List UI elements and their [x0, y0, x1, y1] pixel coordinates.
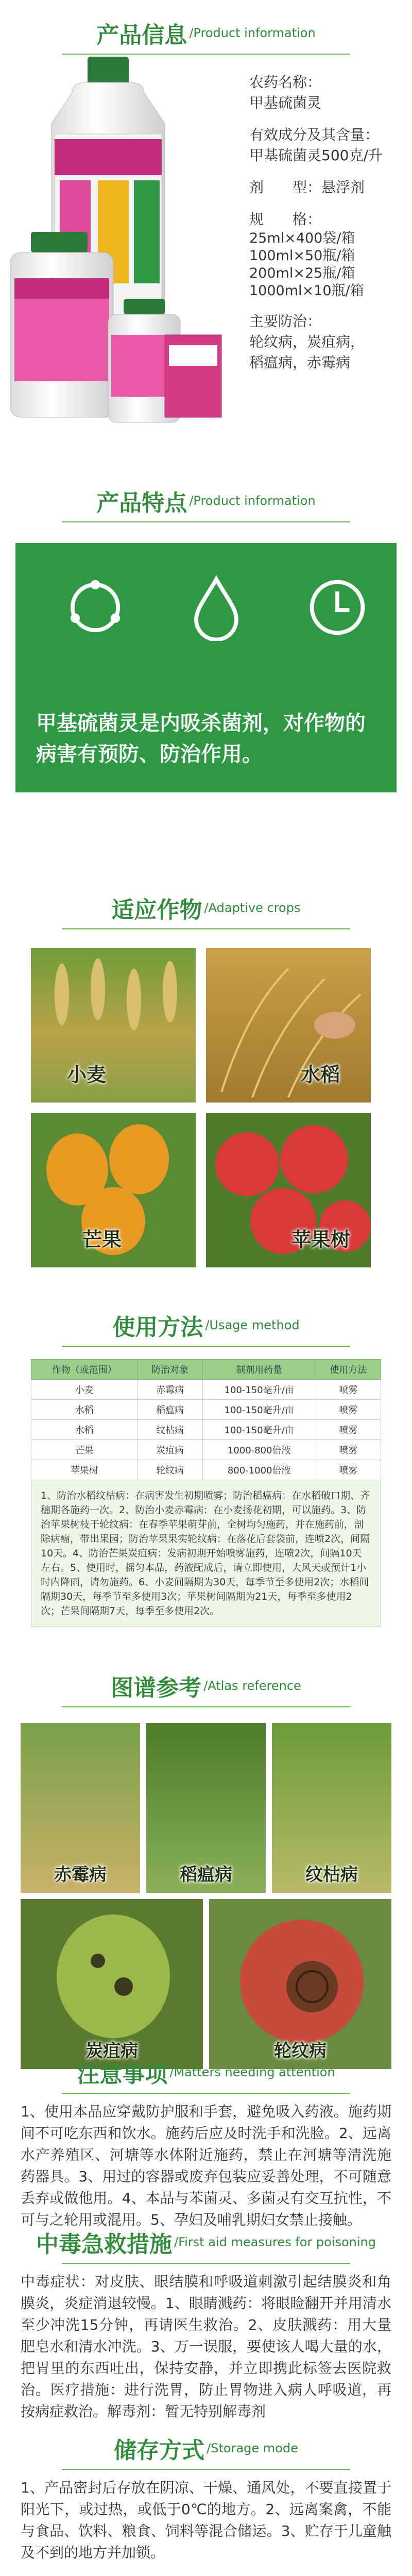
header-underline	[62, 1346, 350, 1347]
section-title: 注意事项	[77, 2061, 168, 2088]
section-subtitle: /Product information	[189, 26, 316, 40]
ingredient-label: 有效成分及其含量：	[249, 126, 380, 143]
cycle-arrows-icon	[62, 574, 129, 641]
atlas-label: 炭疽病	[85, 2041, 138, 2061]
table-cell: 800-1000倍液	[202, 1460, 316, 1480]
crop-label: 芒果	[82, 1228, 122, 1251]
water-drop-icon	[183, 574, 250, 641]
usage-notes: 1、防治水稻纹枯病：在病害发生初期喷雾；防治稻瘟病：在水稻破口期、齐穗期各施药一次。2、防治小麦赤霉病：在小麦扬花初期，可以施药。3、防治苹果树枝干轮纹病：在春季苹果萌芽前，全树均匀施药，并在施药前，剖除病瘤，带出果园；防治苹果果实轮纹病：在落花后套袋前，连喷2次，间隔10天。4、防治芒果炭疽病：发病初期开始喷雾施药，连喷2次，间隔10天左右。5、使用时，摇匀本品，药液配成后，请立即使用，大风天或预计1小时内降雨，请勿施药。6、小麦间隔期为30天，每季节至多使用2次；水稻间隔期30天，每季节至多使用3次；苹果树间隔期为21天，每季至多使用2次；芒果间隔期7天，每季至多使用2次。	[31, 1480, 381, 1627]
spec-item: 100ml×50瓶/箱	[249, 248, 355, 264]
product-bottles-image	[10, 57, 237, 428]
header-underline	[62, 54, 350, 55]
table-cell: 水稻	[31, 1420, 138, 1440]
section-header	[0, 484, 412, 517]
header-underline	[62, 2093, 350, 2094]
section-header	[0, 1309, 412, 1342]
atlas-label: 稻瘟病	[180, 1865, 232, 1885]
section-title: 适应作物	[111, 897, 202, 923]
section-subtitle: /First aid measures for poisoning	[174, 2235, 376, 2249]
spec-list	[249, 230, 409, 300]
section-header	[0, 2226, 412, 2259]
precautions-section	[0, 2056, 412, 2231]
table-cell: 100-150毫升/亩	[202, 1380, 316, 1400]
header-underline	[62, 928, 350, 929]
product-features-section	[0, 464, 412, 792]
section-header	[0, 2056, 412, 2089]
table-cell: 赤霉病	[138, 1380, 202, 1400]
feature-description: 甲基硫菌灵是内吸杀菌剂，对作物的病害有预防、防治作用。	[15, 687, 397, 792]
table-cell: 稻瘟病	[138, 1400, 202, 1420]
atlas-tile-ring-rot	[209, 1899, 391, 2069]
section-subtitle: /Atlas reference	[203, 1679, 301, 1693]
header-underline	[62, 2469, 350, 2470]
section-title: 使用方法	[112, 1314, 203, 1341]
table-cell: 水稻	[31, 1400, 138, 1420]
storage-section	[0, 2432, 412, 2564]
atlas-label: 轮纹病	[274, 2041, 327, 2061]
table-cell: 1000-800倍液	[202, 1440, 316, 1460]
table-cell: 喷雾	[316, 1420, 381, 1440]
section-title: 图谱参考	[111, 1675, 202, 1701]
table-header-row	[31, 1360, 381, 1380]
formulation: 剂 型：悬浮剂	[249, 179, 365, 196]
table-cell: 喷雾	[316, 1460, 381, 1480]
target-label: 主要防治：	[249, 313, 322, 330]
name-label: 农药名称：	[249, 74, 322, 91]
table-cell: 苹果树	[31, 1460, 138, 1480]
header-underline	[62, 2263, 350, 2264]
atlas-tile-scab	[21, 1723, 140, 1893]
section-subtitle: /Adaptive crops	[204, 901, 301, 915]
spec-item: 1000ml×10瓶/箱	[249, 283, 364, 299]
rice-image	[206, 948, 371, 1103]
table-cell: 纹枯病	[138, 1420, 202, 1440]
table-row	[31, 1380, 381, 1400]
storage-text: 1、产品密封后存放在阴凉、干燥、通风处，不要直接置于阳光下，或过热，或低于0℃的地方。2、远离案禽，不能与食品、饮料、粮食、饲料等混合储运。3、贮存于儿童触及不到的地方并加锁。	[21, 2479, 391, 2561]
section-header	[0, 1669, 412, 1702]
ingredient-value: 甲基硫菌灵500克/升	[249, 147, 383, 164]
section-header	[0, 16, 412, 49]
table-cell: 喷雾	[316, 1380, 381, 1400]
product-info-section	[0, 0, 412, 464]
table-row	[31, 1400, 381, 1420]
section-subtitle: /Matters needing attention	[169, 2065, 335, 2079]
header-underline	[62, 521, 350, 522]
atlas-grid	[21, 1723, 391, 2094]
table-row	[31, 1460, 381, 1480]
table-cell: 喷雾	[316, 1440, 381, 1460]
section-title: 储存方式	[114, 2437, 205, 2464]
table-cell: 轮纹病	[138, 1460, 202, 1480]
precautions-text: 1、使用本品应穿戴防护服和手套，避免吸入药液。施药期间不可吃东西和饮水。施药后应及时洗手和洗脸。2、远离水产养殖区、河塘等水体附近施药，禁止在河塘等清洗施药器具。3、用过的容器或废弃包装应妥善处理，不可随意丢弃或做他用。4、本品与苯菌灵、多菌灵有交互抗性，不可与之轮用或混用。5、孕妇及哺乳期妇女禁止接触。	[21, 2103, 391, 2228]
crop-label: 水稻	[300, 1063, 340, 1086]
crop-tile-mango	[31, 1113, 196, 1267]
crop-label: 苹果树	[291, 1228, 350, 1251]
column-header: 作物（或范围）	[31, 1360, 138, 1380]
spec-item: 200ml×25瓶/箱	[249, 265, 355, 281]
atlas-label: 赤霉病	[54, 1865, 107, 1885]
section-subtitle: /Product information	[189, 494, 316, 508]
name-value: 甲基硫菌灵	[249, 94, 322, 111]
table-row	[31, 1440, 381, 1460]
table-row	[31, 1420, 381, 1440]
table-cell: 100-150毫升/亩	[202, 1400, 316, 1420]
table-cell: 小麦	[31, 1380, 138, 1400]
target-value: 稻瘟病，赤霉病	[249, 354, 351, 371]
crop-tile-apple	[206, 1113, 371, 1267]
adaptive-crops-section	[0, 891, 412, 1267]
atlas-tile-anthracnose	[21, 1899, 203, 2069]
spec-label: 规 格：	[249, 211, 322, 228]
atlas-tile-sheath-blight	[272, 1723, 391, 1893]
feature-icons-band	[15, 543, 397, 687]
section-header	[0, 891, 412, 924]
atlas-reference-section	[0, 1669, 412, 2094]
table-cell: 炭疽病	[138, 1440, 202, 1460]
first-aid-section	[0, 2226, 412, 2422]
clock-icon	[304, 574, 371, 641]
atlas-tile-blast	[146, 1723, 266, 1893]
column-header: 制剂用药量	[202, 1360, 316, 1380]
section-title: 产品信息	[96, 22, 187, 48]
spec-item: 25ml×400袋/箱	[249, 230, 355, 246]
usage-table	[31, 1359, 381, 1480]
atlas-label: 纹枯病	[305, 1865, 358, 1885]
crop-tile-wheat	[31, 948, 196, 1103]
header-underline	[62, 1706, 350, 1707]
target-value: 轮纹病，炭疽病，	[249, 333, 365, 350]
crop-tile-rice	[206, 948, 371, 1103]
first-aid-text: 中毒症状：对皮肤、眼结膜和呼吸道刺激引起结膜炎和角膜炎，炎症消退较慢。1、眼睛溅药：将眼睑翻开并用清水至少冲洗15分钟，再请医生救治。2、皮肤溅药：用大量肥皂水和清水冲洗。3、万一误服，要使该人喝大量的水，把胃里的东西吐出，保持安静，并立即携此标签去医院救治。医疗措施：进行洗胃，防止胃物进入病人呼吸道，再按病症救治。解毒剂：暂无特别解毒剂	[21, 2273, 391, 2420]
section-subtitle: /Usage method	[205, 1318, 300, 1332]
section-title: 中毒急救措施	[36, 2231, 172, 2258]
crop-grid	[31, 948, 381, 1267]
product-info-text	[249, 72, 409, 373]
table-cell: 100-150毫升/亩	[202, 1420, 316, 1440]
column-header: 防治对象	[138, 1360, 202, 1380]
section-header	[0, 2432, 412, 2465]
crop-label: 小麦	[67, 1063, 107, 1086]
wheat-image	[31, 948, 196, 1103]
table-cell: 喷雾	[316, 1400, 381, 1420]
table-cell: 芒果	[31, 1440, 138, 1460]
column-header: 使用方法	[316, 1360, 381, 1380]
usage-method-section	[0, 1309, 412, 1627]
section-subtitle: /Storage mode	[207, 2441, 298, 2455]
section-title: 产品特点	[96, 490, 187, 516]
